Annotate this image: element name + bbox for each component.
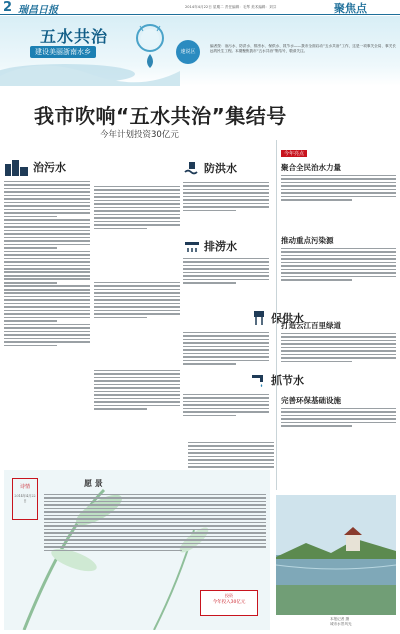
section-name: 聚焦点 — [334, 2, 367, 15]
faucet-icon — [250, 372, 268, 388]
poem-title: 愿 景 — [84, 479, 103, 488]
sidebar-body-4 — [281, 406, 396, 446]
landscape-photo — [276, 495, 396, 615]
investment-stamp — [200, 590, 258, 616]
col2-body-low — [94, 368, 180, 448]
section-title-zhua: 抓节水 — [271, 374, 304, 387]
flood-icon — [183, 160, 201, 176]
section-pai — [183, 238, 237, 254]
section-title-pai: 排涝水 — [204, 240, 237, 253]
date-line: 2014年4月22日 星期二 责任编辑：毛琴 美术编辑：刘芬 — [185, 5, 277, 9]
photo-caption — [330, 617, 396, 627]
sidebar-body-3 — [281, 331, 396, 387]
zhi-body — [4, 179, 90, 469]
sidebar-heading-1: 聚合全民治水力量 — [281, 163, 341, 172]
headline: 我市吹响“五水共治”集结号 — [34, 104, 287, 128]
sidebar-heading-2: 推动重点污染源 — [281, 236, 334, 245]
sidebar-heading-3: 打造云江百里绿道 — [281, 321, 341, 330]
zhua-body-left — [183, 392, 269, 436]
sidebar-heading-4: 完善环保基础设施 — [281, 396, 341, 405]
banner-intro: 编者按：治污水、防洪水、排涝水、保供水、抓节水——我市全面启动“五水共治”工作，这是一项事关全局、事关长远的民生工程。本期聚焦我市“五水共治”集结号，敬请关注。 — [210, 44, 396, 54]
section-title-fang: 防洪水 — [204, 162, 237, 175]
stamp-label: 投资 — [225, 593, 233, 598]
photo — [276, 495, 396, 615]
section-title-zhi: 治污水 — [33, 161, 66, 174]
photo-caption-2: 城市水景风光 — [330, 622, 352, 626]
poem-block — [4, 470, 270, 630]
paper-name: 瑞昌日报 — [18, 5, 58, 16]
photo-caption-1: 本报记者 摄 — [330, 617, 350, 621]
sidebar-tag: 今年亮点 — [281, 150, 307, 157]
badge: 速说区 — [176, 40, 200, 64]
col2-body-top — [94, 184, 180, 264]
poem-label-box — [12, 478, 38, 520]
slogan-title: 五水共治 — [40, 27, 109, 46]
col2-body-mid — [94, 280, 180, 350]
section-zhi — [4, 158, 90, 469]
water-tower-icon — [250, 310, 268, 326]
masthead — [0, 0, 400, 15]
section-title-bao: 保供水 — [271, 312, 304, 325]
fang-body — [183, 180, 269, 232]
slogan-subtitle: 建设美丽浙南水乡 — [30, 46, 96, 58]
page-number: 2 — [3, 0, 13, 15]
section-fang — [183, 160, 237, 176]
drain-icon — [183, 238, 201, 254]
sidebar-body-2 — [281, 246, 396, 310]
pai-body — [183, 256, 269, 306]
stamp-value: 今年投入30亿元 — [212, 600, 246, 605]
poem-date: 2014年4月22日 — [14, 494, 36, 503]
subheadline: 今年计划投资30亿元 — [100, 130, 179, 140]
sidebar-body-1 — [281, 173, 396, 225]
banner — [0, 16, 400, 86]
sidebar — [276, 140, 396, 490]
col2 — [94, 150, 180, 448]
poem-label: 诗情 — [19, 484, 30, 490]
building-icon — [4, 158, 30, 176]
poem-body — [44, 492, 266, 592]
